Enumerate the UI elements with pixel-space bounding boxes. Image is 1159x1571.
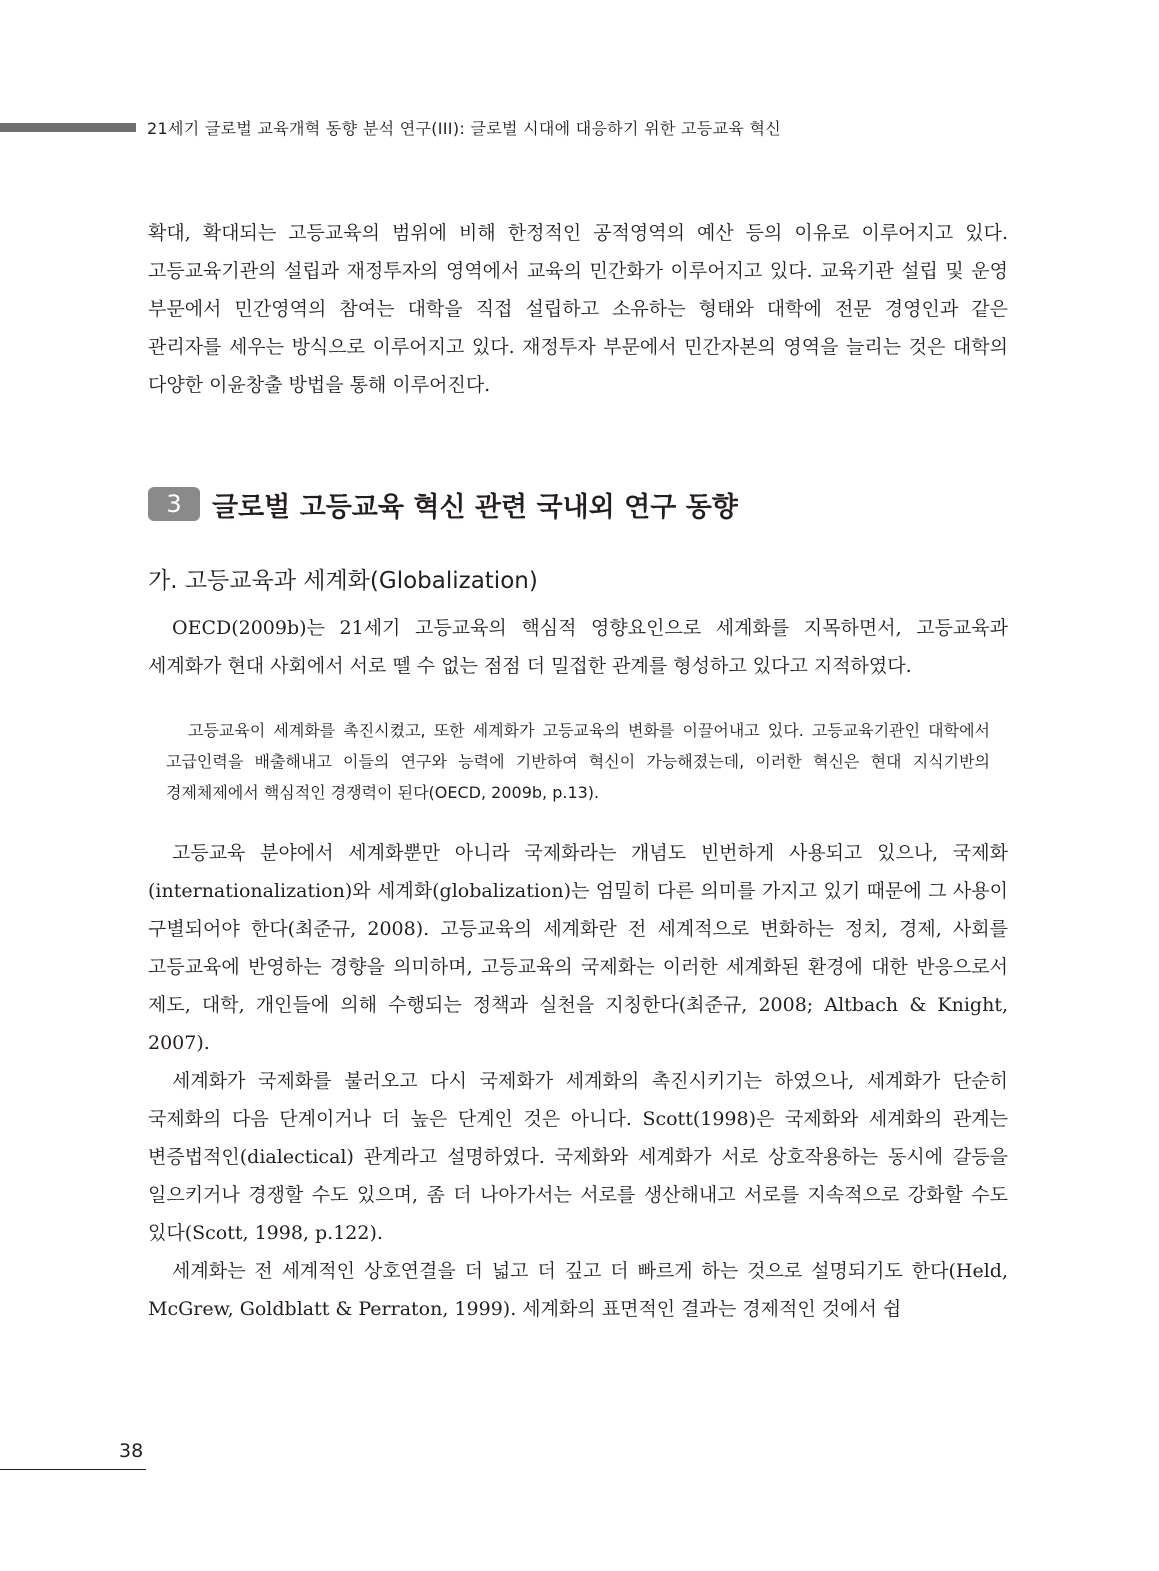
section-heading [148,484,1008,524]
section-number-badge: 3 [148,487,200,521]
section-title: 글로벌 고등교육 혁신 관련 국내외 연구 동향 [212,491,738,523]
block-quote: 고등교육이 세계화를 촉진시켰고, 또한 세계화가 고등교육의 변화를 이끌어내고 있다. 고등교육기관인 대학에서 고급인력을 배출해내고 이들의 연구와 능력에 기반하여 혁신이 가능해졌는데, 이러한 혁신은 현대 지식기반의 경제체제에서 핵심적인 경쟁력이 된다(OECD, 2009b, p.13). [166,721,990,802]
body-paragraph-oecd: OECD(2009b)는 21세기 고등교육의 핵심적 영향요인으로 세계화를 지목하면서, 고등교육과 세계화가 현대 사회에서 서로 뗄 수 없는 점점 더 밀접한 관계를 형성하고 있다고 지적하였다. [148,617,1008,677]
header-accent-bar [0,123,136,132]
subsection-title: 가. 고등교육과 세계화(Globalization) [148,568,538,594]
intro-paragraph: 확대, 확대되는 고등교육의 범위에 비해 한정적인 공적영역의 예산 등의 이유로 이루어지고 있다. 고등교육기관의 설립과 재정투자의 영역에서 교육의 민간화가 이루어지고 있다. 교육기관 설립 및 운영 부문에서 민간영역의 참여는 대학을 직접 설립하고 소유하는 형태와 대학에 전문 경영인과 같은 관리자를 세우는 방식으로 이루어지고 있다. 재정투자 부문에서 민간자본의 영역을 늘리는 것은 대학의 다양한 이윤창출 방법을 통해 이루어진다. [148,222,1008,396]
footer-rule [0,1469,146,1470]
page-content [148,214,1008,1328]
body-paragraph-internationalization: 고등교육 분야에서 세계화뿐만 아니라 국제화라는 개념도 빈번하게 사용되고 있으나, 국제화(internationalization)와 세계화(globalization)는 엄밀히 다른 의미를 가지고 있기 때문에 그 사용이 구별되어야 한다(최준규, 2008). 고등교육의 세계화란 전 세계적으로 변화하는 정치, 경제, 사회를 고등교육에 반영하는 경향을 의미하며, 고등교육의 국제화는 이러한 세계화된 환경에 대한 반응으로서 제도, 대학, 개인들에 의해 수행되는 정책과 실천을 지칭한다(최준규, 2008; Altbach & Knight, 2007). [148,842,1008,1054]
body-paragraph-interconnection: 세계화는 전 세계적인 상호연결을 더 넓고 더 깊고 더 빠르게 하는 것으로 설명되기도 한다(Held, McGrew, Goldblatt & Perraton, 1999). 세계화의 표면적인 결과는 경제적인 것에서 쉽 [148,1260,1008,1320]
page-number: 38 [119,1440,144,1462]
body-paragraph-dialectical: 세계화가 국제화를 불러오고 다시 국제화가 세계화의 촉진시키기는 하였으나, 세계화가 단순히 국제화의 다음 단계이거나 더 높은 단계인 것은 아니다. Scott(1998)은 국제화와 세계화의 관계는 변증법적인(dialectical) 관계라고 설명하였다. 국제화와 세계화가 서로 상호작용하는 동시에 갈등을 일으키거나 경쟁할 수도 있으며, 좀 더 나아가서는 서로를 생산해내고 서로를 지속적으로 강화할 수도 있다(Scott, 1998, p.122). [148,1070,1008,1244]
running-header: 21세기 글로벌 교육개혁 동향 분석 연구(III): 글로벌 시대에 대응하기 위한 고등교육 혁신 [147,119,781,138]
